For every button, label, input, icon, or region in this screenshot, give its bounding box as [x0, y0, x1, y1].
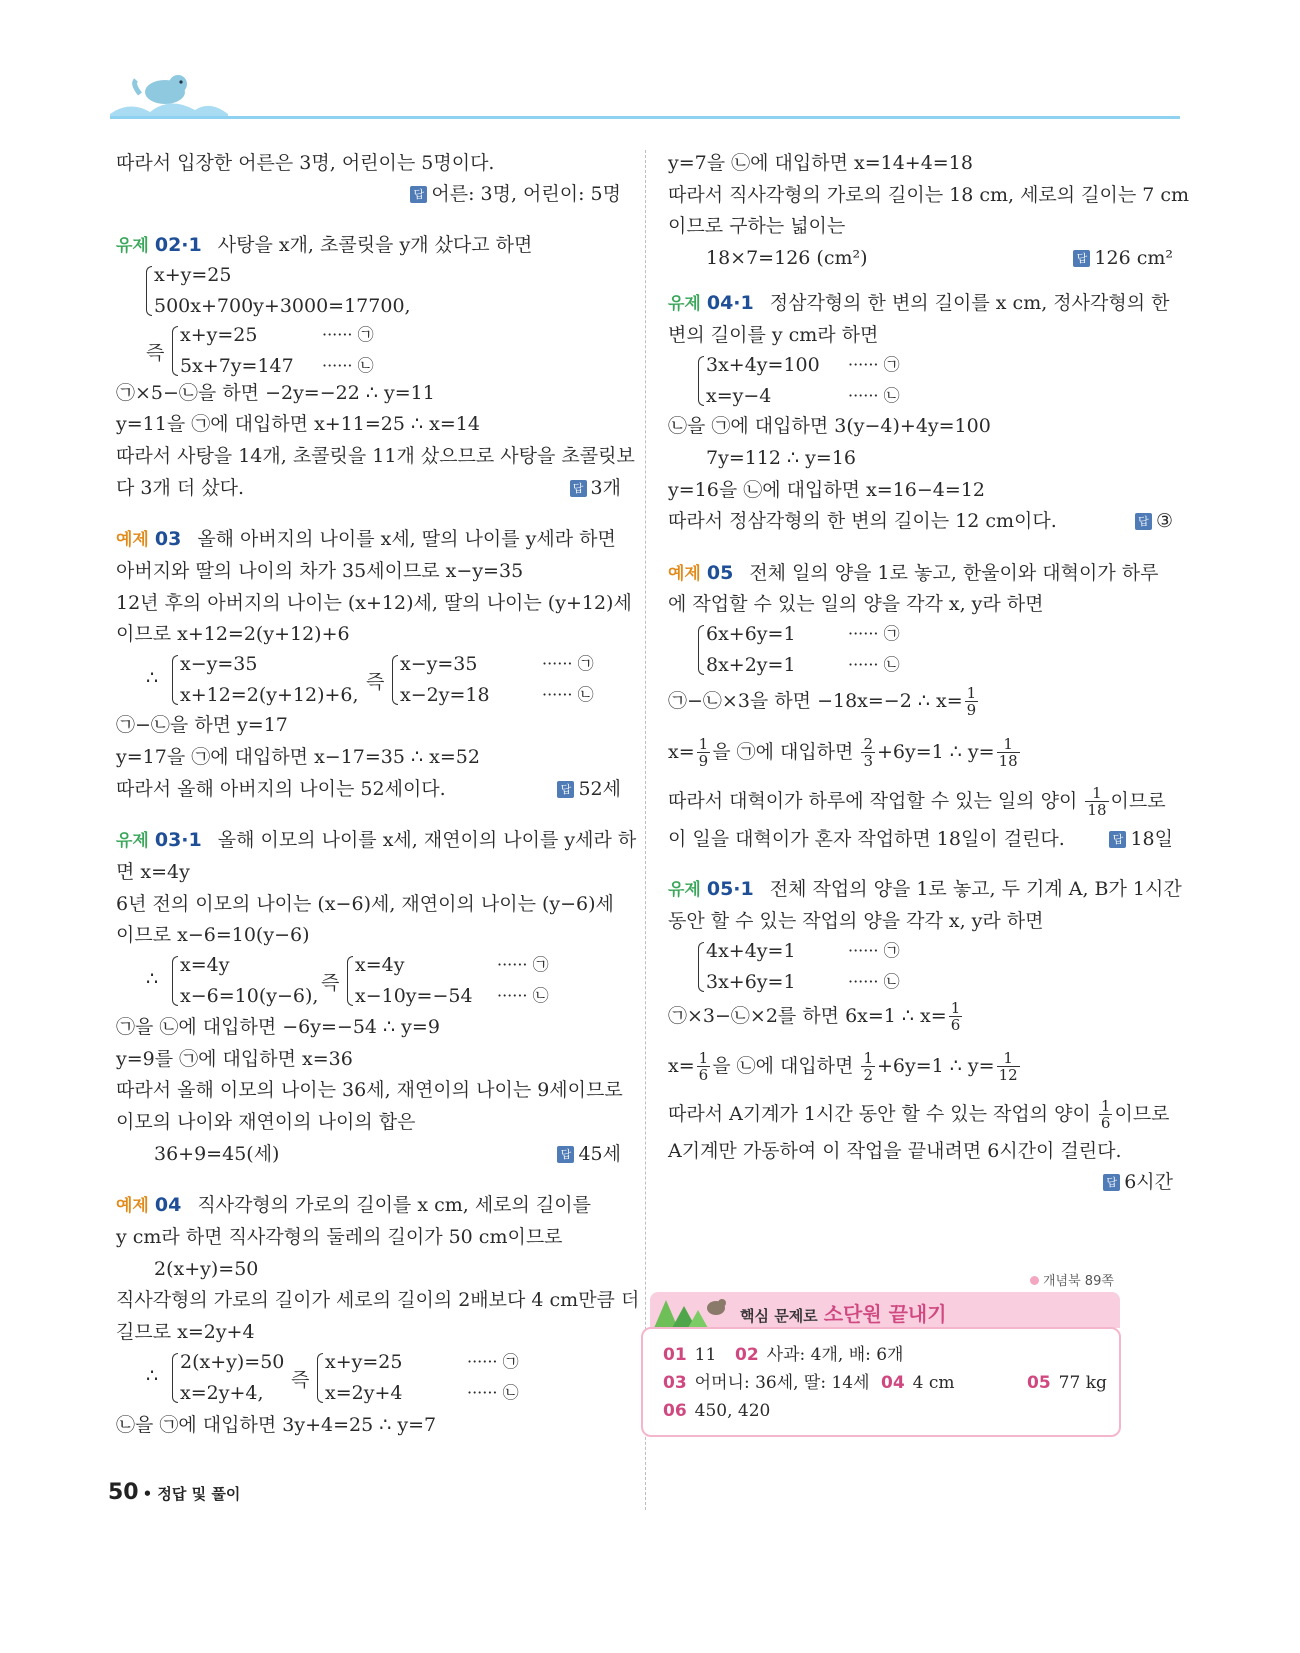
review-item-value: 450, 420: [694, 1401, 771, 1421]
review-item-number: 03: [663, 1373, 687, 1393]
equation: x+y=25: [325, 1351, 403, 1373]
answer-label: [1103, 1167, 1173, 1197]
equation: 2(x+y)=50: [180, 1351, 285, 1373]
line-text: y=9를 ㉠에 대입하면 x=36: [116, 1048, 353, 1070]
answer-text: 6시간: [1124, 1171, 1173, 1193]
line-text: 전체 일의 양을 1로 놓고, 한울이와 대혁이가 하루: [749, 562, 1159, 584]
line-text: 6년 전의 이모의 나이는 (x−6)세, 재연이의 나이는 (y−6)세: [116, 893, 614, 915]
line-text: 이모의 나이와 재연이의 나이의 합은: [116, 1111, 416, 1133]
review-title-prefix: 핵심 문제로: [740, 1307, 818, 1325]
equation-marker: ······ ㉡: [542, 685, 594, 704]
line-text: 이므로 x−6=10(y−6): [116, 924, 310, 946]
text-line: [116, 588, 632, 618]
fraction: $\frac{1}{18}$: [998, 735, 1018, 770]
line-text: 따라서 입장한 어른은 3명, 어린이는 5명이다.: [116, 152, 495, 174]
answer-text: 52세: [578, 778, 621, 800]
text-line: [668, 180, 1189, 210]
line-text: 7y=112 ∴ y=16: [706, 447, 857, 469]
answer-label: [557, 774, 621, 804]
line-text: 2(x+y)=50: [154, 1258, 259, 1280]
line-text: ㉡을 ㉠에 대입하면 3(y−4)+4y=100: [668, 415, 991, 437]
equation: x+y=25: [154, 264, 232, 286]
line-text: 사탕을 x개, 초콜릿을 y개 샀다고 하면: [217, 234, 533, 256]
answer-icon: 답: [1073, 250, 1090, 267]
line-text: 직사각형의 가로의 길이를 x cm, 세로의 길이를: [197, 1194, 591, 1216]
line-text: 동안 할 수 있는 작업의 양을 각각 x, y라 하면: [668, 910, 1044, 932]
system-prefix: 즉: [146, 342, 165, 364]
text-line: [116, 1410, 436, 1440]
review-item-value: 11: [694, 1345, 717, 1365]
problem-number: 05·1: [706, 878, 754, 900]
page-header-decoration: [110, 70, 1180, 122]
fraction: $\frac{1}{6}$: [950, 999, 961, 1034]
system-prefix: 즉: [321, 972, 340, 994]
line-text: ㉠−㉡×3을 하면 −18x=−2 ∴ x= $\frac{1}{9}$: [668, 684, 977, 719]
problem-type-tag: 유제: [668, 294, 701, 314]
text-line: [116, 1139, 279, 1169]
line-text: 면 x=4y: [116, 861, 190, 883]
equation: x+y=25: [180, 324, 258, 346]
page-number: 50: [108, 1480, 139, 1505]
equation: x−2y=18: [400, 684, 490, 706]
answer-text: 3개: [590, 477, 621, 499]
text-line: [116, 556, 523, 586]
system-prefix: 즉: [291, 1369, 310, 1391]
text-line: [668, 735, 1022, 770]
system-prefix: ∴: [146, 667, 159, 689]
line-text: 12년 후의 아버지의 나이는 (x+12)세, 딸의 나이는 (y+12)세: [116, 592, 632, 614]
review-answer-05: [1027, 1371, 1107, 1395]
equation: x+12=2(y+12)+6,: [180, 684, 359, 706]
text-line: [116, 920, 310, 950]
problem-number: 02·1: [154, 234, 202, 256]
answer-text: 18일: [1130, 828, 1173, 850]
problem-type-tag: 예제: [668, 564, 701, 584]
header-rule: [110, 116, 1180, 119]
equation: x−y=35: [400, 653, 478, 675]
problem-heading: [116, 524, 616, 554]
line-text: x= $\frac{1}{9}$ 을 ㉠에 대입하면 $\frac{2}{3}$ +6y=1 ∴ y= $\frac{1}{18}$: [668, 735, 1018, 770]
equation-marker: ······ ㉡: [467, 1383, 519, 1402]
answer-text: ③: [1155, 510, 1173, 532]
answer-icon: 답: [570, 480, 587, 497]
line-text: 18×7=126 (cm²): [706, 247, 868, 269]
review-answer-06: [663, 1399, 770, 1423]
problem-heading: [116, 825, 636, 855]
text-line: [668, 320, 878, 350]
problem-number: 03·1: [154, 829, 202, 851]
brace: [698, 625, 704, 675]
system-prefix: 즉: [366, 671, 385, 693]
problem-heading: [668, 288, 1169, 318]
line-text: 따라서 대혁이가 하루에 작업할 수 있는 일의 양이 $\frac{1}{18}$ 이므로: [668, 784, 1166, 819]
equation: 4x+4y=1: [706, 940, 796, 962]
line-text: 따라서 올해 이모의 나이는 36세, 재연이의 나이는 9세이므로: [116, 1079, 623, 1101]
text-line: [668, 784, 1166, 819]
equation: 3x+4y=100: [706, 354, 820, 376]
answer-label: [1109, 824, 1173, 854]
text-line: [116, 1222, 563, 1252]
problem-number: 05: [706, 562, 734, 584]
line-text: ㉠×5−㉡을 하면 −2y=−22 ∴ y=11: [116, 382, 435, 404]
review-answer-01: [663, 1343, 716, 1367]
review-title-main: 소단원 끝내기: [823, 1302, 947, 1326]
pink-dot-icon: [1030, 1276, 1039, 1285]
trees-bird-icon: [650, 1292, 740, 1328]
line-text: 따라서 올해 아버지의 나이는 52세이다.: [116, 778, 446, 800]
equation-marker: ······ ㉠: [467, 1352, 519, 1371]
text-line: [116, 1254, 258, 1284]
footer-title: • 정답 및 풀이: [142, 1485, 241, 1503]
brace: [172, 956, 178, 1006]
answer-label: [570, 473, 621, 503]
text-line: [116, 1317, 255, 1347]
fraction: $\frac{1}{6}$: [1100, 1097, 1111, 1132]
text-line: [116, 1285, 639, 1315]
equation: 3x+6y=1: [706, 971, 796, 993]
fraction: $\frac{1}{12}$: [998, 1049, 1018, 1084]
brace: [172, 655, 178, 705]
equation-marker: ······ ㉠: [848, 624, 900, 643]
equation-marker: ······ ㉡: [322, 356, 374, 375]
line-text: y=7을 ㉡에 대입하면 x=14+4=18: [668, 152, 973, 174]
fraction: $\frac{1}{9}$: [698, 735, 709, 770]
line-text: y=16을 ㉡에 대입하면 x=16−4=12: [668, 479, 985, 501]
system-prefix: ∴: [146, 1365, 159, 1387]
problem-number: 04·1: [706, 292, 754, 314]
review-answer-03: [663, 1371, 870, 1395]
equation: x−6=10(y−6),: [180, 985, 319, 1007]
line-text: y=11을 ㉠에 대입하면 x+11=25 ∴ x=14: [116, 413, 480, 435]
line-text: 36+9=45(세): [154, 1143, 280, 1165]
answer-text: 126 cm²: [1094, 247, 1173, 269]
line-text: ㉠을 ㉡에 대입하면 −6y=−54 ∴ y=9: [116, 1016, 440, 1038]
line-text: 이므로 구하는 넓이는: [668, 215, 846, 237]
answer-icon: 답: [557, 781, 574, 798]
fraction: $\frac{1}{6}$: [698, 1049, 709, 1084]
review-item-number: 04: [881, 1373, 905, 1393]
equation-marker: ······ ㉡: [497, 986, 549, 1005]
equation-marker: ······ ㉡: [848, 655, 900, 674]
fraction: $\frac{1}{18}$: [1087, 784, 1107, 819]
review-item-number: 01: [663, 1345, 687, 1365]
text-line: [668, 1049, 1022, 1084]
text-line: [668, 1136, 1122, 1166]
text-line: [116, 710, 288, 740]
concept-book-reference: [1030, 1270, 1114, 1289]
review-item-value: 어머니: 36세, 딸: 14세: [694, 1373, 870, 1393]
text-line: [668, 824, 1065, 854]
answer-text: 어른: 3명, 어린이: 5명: [431, 183, 621, 205]
review-answer-02: [735, 1343, 903, 1367]
equation: 500x+700y+3000=17700,: [154, 295, 411, 317]
line-text: ㉠×3−㉡×2를 하면 6x=1 ∴ x= $\frac{1}{6}$: [668, 999, 961, 1034]
text-line: [116, 1075, 623, 1105]
equation-marker: ······ ㉠: [848, 355, 900, 374]
review-title: [740, 1298, 947, 1327]
answer-label: [1135, 506, 1173, 536]
problem-heading: [668, 874, 1182, 904]
brace: [172, 326, 178, 376]
text-line: [116, 1012, 440, 1042]
page-footer: [108, 1480, 240, 1505]
fraction: $\frac{1}{9}$: [966, 684, 977, 719]
problem-heading: [116, 1190, 591, 1220]
line-text: 올해 아버지의 나이를 x세, 딸의 나이를 y세라 하면: [197, 528, 616, 550]
line-text: 따라서 A기계가 1시간 동안 할 수 있는 작업의 양이 $\frac{1}{6}$ 이므로: [668, 1097, 1170, 1132]
problem-number: 04: [154, 1194, 182, 1216]
equation-marker: ······ ㉠: [322, 325, 374, 344]
answer-icon: 답: [1109, 831, 1126, 848]
equation: x=4y: [355, 954, 405, 976]
problem-heading: [668, 558, 1158, 588]
text-line: [668, 243, 868, 273]
line-text: A기계만 가동하여 이 작업을 끝내려면 6시간이 걸린다.: [668, 1140, 1122, 1162]
text-line: [668, 684, 980, 719]
problem-heading: [116, 230, 532, 260]
answer-label: [410, 179, 621, 209]
brace: [347, 956, 353, 1006]
line-text: 올해 이모의 나이를 x세, 재연이의 나이를 y세라 하: [217, 829, 637, 851]
brace: [317, 1353, 323, 1403]
text-line: [668, 589, 1044, 619]
text-line: [116, 378, 435, 408]
brace: [698, 942, 704, 992]
system-prefix: ∴: [146, 968, 159, 990]
text-line: [116, 148, 494, 178]
brace: [146, 266, 152, 316]
text-line: [116, 889, 614, 919]
line-text: 이므로 x+12=2(y+12)+6: [116, 623, 350, 645]
line-text: x= $\frac{1}{6}$ 을 ㉡에 대입하면 $\frac{1}{2}$ +6y=1 ∴ y= $\frac{1}{12}$: [668, 1049, 1018, 1084]
equation: x=2y+4: [325, 1382, 403, 1404]
brace: [392, 655, 398, 705]
answer-text: 45세: [578, 1143, 621, 1165]
line-text: 다 3개 더 샀다.: [116, 477, 245, 499]
text-line: [116, 441, 635, 471]
text-line: [116, 409, 480, 439]
text-line: [668, 999, 964, 1034]
review-item-number: 02: [735, 1345, 759, 1365]
problem-number: 03: [154, 528, 182, 550]
brace: [698, 356, 704, 406]
review-answers-box: [641, 1327, 1121, 1437]
text-line: [668, 475, 985, 505]
text-line: [668, 211, 845, 241]
text-line: [116, 619, 350, 649]
answer-icon: 답: [1135, 513, 1152, 530]
text-line: [116, 1107, 415, 1137]
equation-marker: ······ ㉡: [848, 386, 900, 405]
review-item-number: 05: [1027, 1373, 1051, 1393]
column-divider: [645, 150, 646, 1510]
review-answer-04: [881, 1371, 955, 1395]
line-text: ㉡을 ㉠에 대입하면 3y+4=25 ∴ y=7: [116, 1414, 437, 1436]
review-item-value: 사과: 4개, 배: 6개: [766, 1345, 904, 1365]
line-text: y=17을 ㉠에 대입하면 x−17=35 ∴ x=52: [116, 746, 480, 768]
line-text: 에 작업할 수 있는 일의 양을 각각 x, y라 하면: [668, 593, 1044, 615]
problem-type-tag: 예제: [116, 530, 149, 550]
answer-label: [557, 1139, 621, 1169]
line-text: 길므로 x=2y+4: [116, 1321, 255, 1343]
line-text: 변의 길이를 y cm라 하면: [668, 324, 879, 346]
text-line: [668, 148, 973, 178]
review-item-value: 77 kg: [1058, 1373, 1107, 1393]
text-line: [116, 1044, 353, 1074]
answer-icon: 답: [1103, 1174, 1120, 1191]
line-text: 직사각형의 가로의 길이가 세로의 길이의 2배보다 4 cm만큼 더: [116, 1289, 640, 1311]
equation: x−y=35: [180, 653, 258, 675]
line-text: 이 일을 대혁이가 혼자 작업하면 18일이 걸린다.: [668, 828, 1065, 850]
equation-marker: ······ ㉠: [497, 955, 549, 974]
text-line: [116, 774, 446, 804]
line-text: 전체 작업의 양을 1로 놓고, 두 기계 A, B가 1시간: [769, 878, 1182, 900]
equation: x=4y: [180, 954, 230, 976]
fraction: $\frac{2}{3}$: [863, 735, 873, 770]
text-line: [668, 1097, 1170, 1132]
text-line: [668, 506, 1057, 536]
line-text: 따라서 직사각형의 가로의 길이는 18 cm, 세로의 길이는 7 cm: [668, 184, 1190, 206]
problem-type-tag: 유제: [116, 831, 149, 851]
equation: 6x+6y=1: [706, 623, 796, 645]
text-line: [116, 742, 480, 772]
text-line: [668, 443, 856, 473]
line-text: y cm라 하면 직사각형의 둘레의 길이가 50 cm이므로: [116, 1226, 563, 1248]
equation-marker: ······ ㉡: [848, 972, 900, 991]
reference-text: 개념북 89쪽: [1043, 1274, 1114, 1289]
text-line: [668, 411, 991, 441]
line-text: 따라서 사탕을 14개, 초콜릿을 11개 샀으므로 사탕을 초콜릿보: [116, 445, 635, 467]
line-text: 아버지와 딸의 나이의 차가 35세이므로 x−y=35: [116, 560, 524, 582]
brace: [172, 1353, 178, 1403]
problem-type-tag: 유제: [668, 880, 701, 900]
equation: 5x+7y=147: [180, 355, 294, 377]
answer-label: [1073, 243, 1173, 273]
fraction: $\frac{1}{2}$: [863, 1049, 873, 1084]
line-text: ㉠−㉡을 하면 y=17: [116, 714, 288, 736]
review-item-number: 06: [663, 1401, 687, 1421]
equation: 8x+2y=1: [706, 654, 796, 676]
equation: x=2y+4,: [180, 1382, 264, 1404]
seal-wave-illustration: [110, 70, 1180, 122]
answer-icon: 답: [557, 1146, 574, 1163]
equation: x−10y=−54: [355, 985, 473, 1007]
text-line: [116, 473, 244, 503]
answer-icon: 답: [410, 186, 427, 203]
line-text: 따라서 정삼각형의 한 변의 길이는 12 cm이다.: [668, 510, 1057, 532]
review-item-value: 4 cm: [912, 1373, 955, 1393]
problem-type-tag: 유제: [116, 236, 149, 256]
equation-marker: ······ ㉠: [848, 941, 900, 960]
equation-marker: ······ ㉠: [542, 654, 594, 673]
line-text: 정삼각형의 한 변의 길이를 x cm, 정사각형의 한: [769, 292, 1170, 314]
text-line: [668, 906, 1044, 936]
equation: x=y−4: [706, 385, 772, 407]
text-line: [116, 857, 190, 887]
problem-type-tag: 예제: [116, 1196, 149, 1216]
